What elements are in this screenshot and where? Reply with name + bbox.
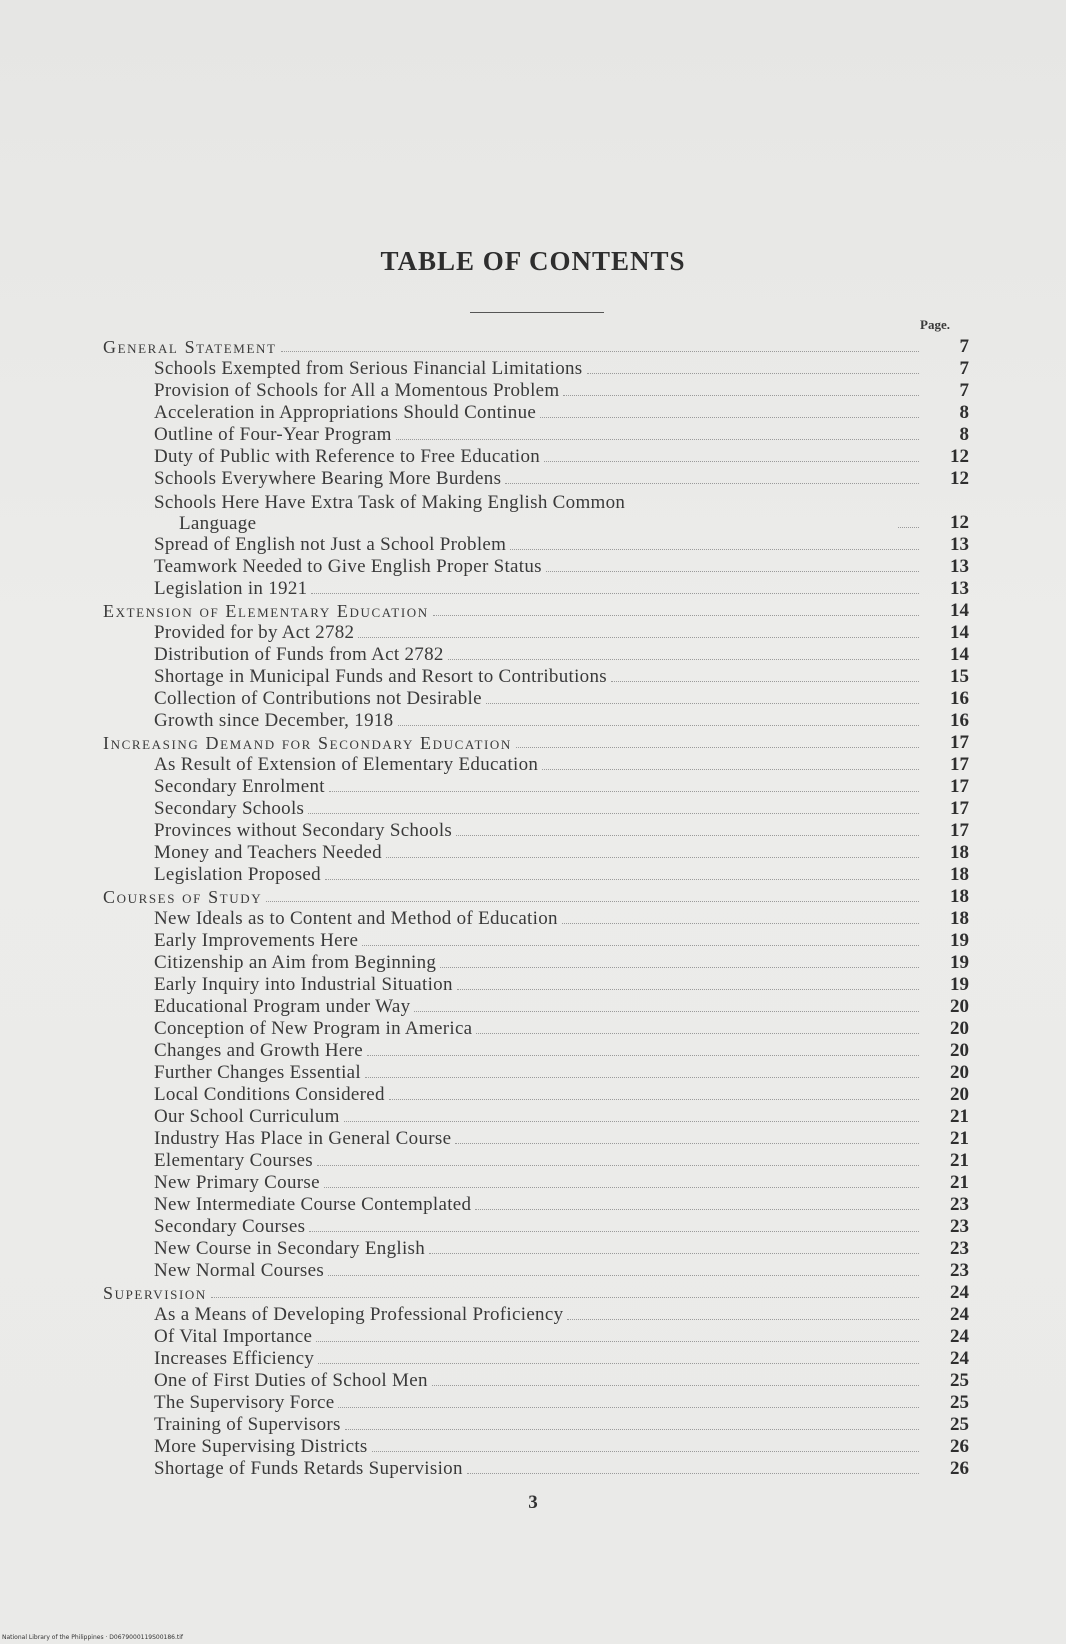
toc-entry-label: New Intermediate Course Contemplated: [154, 1194, 472, 1215]
dot-leader: [476, 1033, 919, 1034]
toc-page-number: 25: [950, 1392, 969, 1413]
dot-leader: [318, 1363, 919, 1364]
toc-page-number: 23: [950, 1194, 969, 1215]
toc-entry: [103, 908, 969, 930]
toc-page-number: 12: [950, 446, 969, 467]
toc-entry: [103, 1436, 969, 1458]
toc-entry: [103, 578, 969, 600]
toc-entry: [103, 1216, 969, 1238]
toc-entry: [103, 380, 969, 402]
toc-page-number: 7: [959, 380, 969, 401]
toc-entry-label: New Normal Courses: [154, 1260, 325, 1281]
dot-leader: [587, 373, 920, 374]
toc-entry: [103, 1194, 969, 1216]
toc-entry: [103, 820, 969, 842]
toc-section-entry: [103, 600, 969, 622]
toc-entry: [103, 754, 969, 776]
toc-section-entry: [103, 732, 969, 754]
toc-page-number: 17: [950, 820, 969, 841]
toc-page-number: 18: [950, 864, 969, 885]
toc-page-number: 20: [950, 1018, 969, 1039]
dot-leader: [266, 901, 919, 902]
dot-leader: [440, 967, 919, 968]
toc-entry: [103, 358, 969, 380]
toc-entry-label: [103, 492, 894, 534]
dot-leader: [540, 417, 919, 418]
toc-page-number: 26: [950, 1458, 969, 1479]
dot-leader: [516, 747, 919, 748]
toc-entry-label: As Result of Extension of Elementary Education: [154, 754, 539, 775]
toc-entry: [103, 798, 969, 820]
toc-page-number: 7: [959, 358, 969, 379]
toc-entry-label: Collection of Contributions not Desirable: [154, 688, 482, 709]
toc-entry-label: Changes and Growth Here: [154, 1040, 363, 1061]
toc-page-number: 16: [950, 710, 969, 731]
toc-entry-label: Provision of Schools for All a Momentous Problem: [154, 380, 560, 401]
toc-page-number: 24: [950, 1304, 969, 1325]
dot-leader: [324, 1187, 919, 1188]
toc-page-number: 24: [950, 1348, 969, 1369]
dot-leader: [546, 571, 919, 572]
toc-page-number: 13: [950, 534, 969, 555]
toc-entry-label: Secondary Courses: [154, 1216, 306, 1237]
dot-leader: [544, 461, 919, 462]
toc-entry: [103, 1062, 969, 1084]
dot-leader: [398, 725, 920, 726]
toc-entry-label: Acceleration in Appropriations Should Continue: [154, 402, 537, 423]
page-title: TABLE OF CONTENTS: [380, 246, 686, 276]
toc-entry-label: Extension of Elementary Education: [103, 601, 429, 621]
toc-entry: [103, 622, 969, 644]
toc-entry: [103, 1150, 969, 1172]
dot-leader: [389, 1099, 919, 1100]
dot-leader: [362, 945, 919, 946]
toc-entry: [103, 424, 969, 446]
toc-page-number: 14: [950, 644, 969, 665]
toc-entry: [103, 710, 969, 732]
toc-section-entry: [103, 336, 969, 358]
toc-page-number: 18: [950, 842, 969, 863]
toc-entry-label: Spread of English not Just a School Problem: [154, 534, 507, 555]
dot-leader: [429, 1253, 919, 1254]
dot-leader: [433, 615, 919, 616]
toc-entry: [103, 1458, 969, 1480]
dot-leader: [486, 703, 919, 704]
toc-page-number: 21: [950, 1106, 969, 1127]
toc-page-number: 14: [950, 622, 969, 643]
toc-entry-label: Distribution of Funds from Act 2782: [154, 644, 444, 665]
dot-leader: [510, 549, 919, 550]
toc-page-number: 20: [950, 1040, 969, 1061]
toc-entry-label: Industry Has Place in General Course: [154, 1128, 452, 1149]
dot-leader: [325, 879, 919, 880]
toc-entry-label: Duty of Public with Reference to Free Education: [154, 446, 541, 467]
dot-leader: [329, 791, 919, 792]
toc-entry: [103, 1084, 969, 1106]
toc-entry-label: More Supervising Districts: [154, 1436, 368, 1457]
toc-entry-label: Growth since December, 1918: [154, 710, 394, 731]
toc-entry-label: Courses of Study: [103, 887, 263, 907]
toc-entry: [103, 1238, 969, 1260]
toc-entry-label: General Statement: [103, 337, 277, 357]
toc-entry-label: Provided for by Act 2782: [154, 622, 355, 643]
dot-leader: [309, 1231, 919, 1232]
toc-entry-label: Elementary Courses: [154, 1150, 313, 1171]
dot-leader: [448, 659, 919, 660]
toc-entry-label: The Supervisory Force: [154, 1392, 335, 1413]
toc-page-number: 23: [950, 1260, 969, 1281]
toc-page-number: 19: [950, 952, 969, 973]
dot-leader: [898, 527, 919, 528]
dot-leader: [475, 1209, 919, 1210]
toc-entry: [103, 1348, 969, 1370]
toc-entry: [103, 666, 969, 688]
toc-entry-label: Early Inquiry into Industrial Situation: [154, 974, 453, 995]
toc-entry-label: Legislation Proposed: [154, 864, 321, 885]
toc-entry: [103, 1304, 969, 1326]
toc-entry-label: Educational Program under Way: [154, 996, 411, 1017]
toc-entry-label: As a Means of Developing Professional Proficiency: [154, 1304, 564, 1325]
dot-leader: [316, 1341, 919, 1342]
toc-entry-label: Shortage in Municipal Funds and Resort to Contributions: [154, 666, 607, 687]
toc-entry-label-continuation: Language: [179, 513, 257, 534]
toc-page-number: 21: [950, 1128, 969, 1149]
toc-page-number: 15: [950, 666, 969, 687]
toc-entry: [103, 952, 969, 974]
toc-page-number: 24: [950, 1282, 969, 1303]
dot-leader: [562, 923, 919, 924]
toc-entry-label: Secondary Enrolment: [154, 776, 325, 797]
toc-page-number: 12: [950, 468, 969, 489]
dot-leader: [365, 1077, 919, 1078]
dot-leader: [414, 1011, 919, 1012]
toc-entry: [103, 534, 969, 556]
toc-entry: [103, 468, 969, 490]
dot-leader: [211, 1297, 919, 1298]
toc-entry-label: Training of Supervisors: [154, 1414, 341, 1435]
toc-page-number: 13: [950, 578, 969, 599]
toc-entry-label: Money and Teachers Needed: [154, 842, 382, 863]
dot-leader: [467, 1473, 919, 1474]
toc-page-number: 23: [950, 1216, 969, 1237]
toc-entry-label: Shortage of Funds Retards Supervision: [154, 1458, 463, 1479]
toc-entry: [103, 1326, 969, 1348]
toc-page-number: 19: [950, 974, 969, 995]
toc-page-number: 24: [950, 1326, 969, 1347]
dot-leader: [345, 1429, 919, 1430]
toc-entry-label: Increasing Demand for Secondary Education: [103, 733, 512, 753]
dot-leader: [358, 637, 919, 638]
toc-entry-label: One of First Duties of School Men: [154, 1370, 428, 1391]
dot-leader: [455, 1143, 919, 1144]
toc-entry-label: Local Conditions Considered: [154, 1084, 385, 1105]
toc-entry-label: New Course in Secondary English: [154, 1238, 426, 1259]
toc-entry: [103, 402, 969, 424]
toc-entry-label: Legislation in 1921: [154, 578, 308, 599]
toc-page-number: 17: [950, 798, 969, 819]
scan-footer: National Library of the Philippines · D0679000119S00186.tif: [2, 1634, 184, 1641]
dot-leader: [328, 1275, 919, 1276]
toc-page-number: 17: [950, 754, 969, 775]
toc-entry-label: Teamwork Needed to Give English Proper Status: [154, 556, 542, 577]
toc-page-number: 8: [959, 402, 969, 423]
dot-leader: [567, 1319, 919, 1320]
dot-leader: [281, 351, 919, 352]
toc-entry: [103, 776, 969, 798]
toc-entry-label: New Primary Course: [154, 1172, 320, 1193]
dot-leader: [396, 439, 919, 440]
toc-section-entry: [103, 1282, 969, 1304]
toc-entry-label: Supervision: [103, 1283, 207, 1303]
toc-page-number: 26: [950, 1436, 969, 1457]
toc-entry: [103, 1172, 969, 1194]
toc-page-number: 16: [950, 688, 969, 709]
toc-entry: [103, 1392, 969, 1414]
toc-entry-label: New Ideals as to Content and Method of Education: [154, 908, 558, 929]
toc-entry: [103, 974, 969, 996]
toc-entry: [103, 930, 969, 952]
toc-page-number: 12: [950, 512, 969, 533]
dot-leader: [432, 1385, 919, 1386]
dot-leader: [338, 1407, 919, 1408]
toc-entry-label: Outline of Four-Year Program: [154, 424, 392, 445]
toc-entry-label: Secondary Schools: [154, 798, 305, 819]
toc-entry: [103, 644, 969, 666]
toc-entry-label: Further Changes Essential: [154, 1062, 361, 1083]
toc-entry: [103, 1414, 969, 1436]
toc-page-number: 20: [950, 996, 969, 1017]
toc-entry: [103, 842, 969, 864]
toc-entry-label: Citizenship an Aim from Beginning: [154, 952, 437, 973]
toc-page-number: 8: [959, 424, 969, 445]
page-column-header: Page.: [920, 317, 950, 332]
toc-page-number: 21: [950, 1172, 969, 1193]
dot-leader: [317, 1165, 919, 1166]
toc-entry-label: Conception of New Program in America: [154, 1018, 473, 1039]
dot-leader: [372, 1451, 919, 1452]
dot-leader: [386, 857, 919, 858]
dot-leader: [308, 813, 919, 814]
toc-entry-label: Increases Efficiency: [154, 1348, 315, 1369]
dot-leader: [344, 1121, 919, 1122]
toc-entry: [103, 446, 969, 468]
toc-entry: [103, 490, 969, 534]
toc-page-number: 23: [950, 1238, 969, 1259]
toc-entry: [103, 688, 969, 710]
toc-entry: [103, 1370, 969, 1392]
dot-leader: [563, 395, 919, 396]
toc-entry: [103, 996, 969, 1018]
page-number: 3: [528, 1492, 538, 1513]
toc-entry: [103, 1260, 969, 1282]
toc-entry-label: Schools Everywhere Bearing More Burdens: [154, 468, 502, 489]
toc-entry-label: Schools Exempted from Serious Financial Limitations: [154, 358, 583, 379]
toc-page-number: 20: [950, 1084, 969, 1105]
dot-leader: [311, 593, 919, 594]
toc-entry-label-line: Schools Here Have Extra Task of Making English Common: [154, 492, 626, 513]
toc-entry-label: Of Vital Importance: [154, 1326, 313, 1347]
toc-page-number: 18: [950, 908, 969, 929]
dot-leader: [456, 835, 919, 836]
dot-leader: [505, 483, 919, 484]
toc-entry: [103, 1018, 969, 1040]
toc-page-number: 7: [959, 336, 969, 357]
toc-section-entry: [103, 886, 969, 908]
toc-entry-label: Our School Curriculum: [154, 1106, 340, 1127]
dot-leader: [457, 989, 919, 990]
toc-page-number: 14: [950, 600, 969, 621]
toc-page-number: 17: [950, 732, 969, 753]
toc-page-number: 13: [950, 556, 969, 577]
toc-entry: [103, 556, 969, 578]
toc-entry: [103, 864, 969, 886]
table-of-contents: [103, 336, 969, 1480]
toc-page-number: 20: [950, 1062, 969, 1083]
toc-page-number: 17: [950, 776, 969, 797]
title-rule: [470, 312, 604, 313]
dot-leader: [367, 1055, 919, 1056]
toc-page-number: 21: [950, 1150, 969, 1171]
toc-entry: [103, 1106, 969, 1128]
toc-entry: [103, 1040, 969, 1062]
toc-page-number: 19: [950, 930, 969, 951]
toc-page-number: 18: [950, 886, 969, 907]
toc-page-number: 25: [950, 1370, 969, 1391]
toc-page-number: 25: [950, 1414, 969, 1435]
dot-leader: [542, 769, 919, 770]
dot-leader: [611, 681, 919, 682]
toc-entry-label: Early Improvements Here: [154, 930, 359, 951]
toc-entry-label: Provinces without Secondary Schools: [154, 820, 453, 841]
toc-entry: [103, 1128, 969, 1150]
